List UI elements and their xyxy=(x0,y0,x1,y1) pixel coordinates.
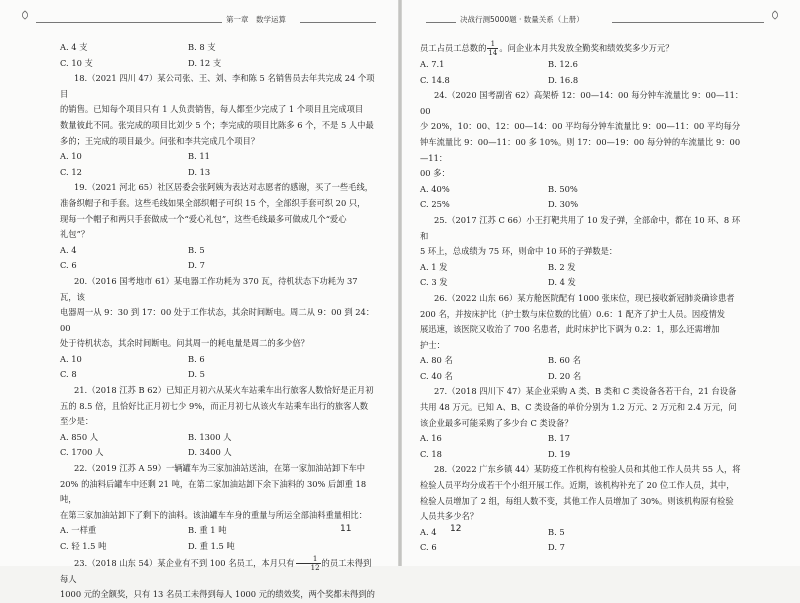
question-line: 多的；王完成的项目最少。问张和李共完成几个项目？ xyxy=(60,135,260,146)
text-run: 员工占员工总数的 xyxy=(420,43,487,53)
text-run: 23.（2018 山东 54）某企业有不到 100 名员工，本月只有 xyxy=(74,557,295,568)
option: D. 30% xyxy=(548,199,579,210)
q22-options xyxy=(60,523,375,554)
option: D. 19 xyxy=(548,448,571,459)
question-line: 20% 的油料后罐车中还剩 21 吨，在第二家加油站卸下余下油料的 30% 后卸重 18 吨， xyxy=(60,478,367,505)
option: D. 5 xyxy=(188,369,205,380)
q18-options xyxy=(60,149,375,180)
option: C. 40 名 xyxy=(420,370,453,381)
right-content xyxy=(420,40,748,556)
option: D. 16.8 xyxy=(548,74,579,85)
option: B. 6 xyxy=(188,353,205,364)
question-line: 共用 48 万元。已知 A、B、C 类设备的单价分别为 1.2 万元、2 万元和 2.4 万元，问 xyxy=(420,402,737,413)
option: C. 14.8 xyxy=(420,74,450,85)
q24-options xyxy=(420,182,748,213)
option: A. 4 支 xyxy=(60,42,88,52)
fraction-numerator: 1 xyxy=(487,40,498,49)
option: C. 6 xyxy=(420,542,437,553)
option: B. 8 支 xyxy=(188,42,216,52)
question-line: 的销售。已知每个项目只有 1 人负责销售，每人都至少完成了 1 个项目且完成项目 xyxy=(60,104,364,115)
fraction-denominator: 12 xyxy=(310,563,320,572)
question-line: 少 20%，10：00、12：00—14：00 平均每分钟车流量比 9：00—11：00 平均每分 xyxy=(420,121,741,132)
option: B. 2 发 xyxy=(548,261,576,272)
leaf-ornament-icon xyxy=(770,10,780,20)
fraction-numerator: 1 xyxy=(296,555,321,564)
q26-options xyxy=(420,353,748,384)
question-18 xyxy=(60,71,375,180)
option: B. 50% xyxy=(548,183,578,194)
question-line: 21.（2018 江苏 B 62）已知正月初六从某火车站乘车出行旅客人数恰好是正月初 xyxy=(74,385,374,396)
question-line: 电器周一从 9：30 到 17：00 处于工作状态，其余时间断电。周二从 9：00 到 24：00 xyxy=(60,307,375,333)
question-22 xyxy=(60,461,375,555)
option: C. 3 发 xyxy=(420,277,448,288)
question-19 xyxy=(60,180,375,274)
header-rule xyxy=(300,22,376,23)
question-23 xyxy=(60,555,375,603)
question-line: 19.（2021 河北 65）社区居委会张阿姨为表达对志愿者的感谢，买了一些毛线， xyxy=(74,182,374,193)
question-line xyxy=(60,555,375,588)
option: D. 7 xyxy=(188,260,205,271)
option: D. 3400 人 xyxy=(188,447,232,458)
q28-options xyxy=(420,525,748,556)
leaf-ornament-icon xyxy=(20,10,30,20)
page-header: 决战行测5000题 · 数量关系（上册） xyxy=(460,15,584,24)
question-21 xyxy=(60,383,375,461)
question-line: 18.（2021 四川 47）某公司张、王、刘、李和陈 5 名销售员去年共完成 24 个项目 xyxy=(60,73,375,99)
option: B. 12.6 xyxy=(548,59,578,69)
page-number: 12 xyxy=(450,524,462,534)
question-line: 现每一个帽子和两只手套做成一个“爱心礼包”，这些毛线最多可做成几个“爱心 xyxy=(60,213,347,224)
question-line: 检验人员增加了 2 组，每组人数不变，其他工作人员增加了 30%。则该机构原有检验 xyxy=(420,495,734,506)
fraction-denominator: 14 xyxy=(488,49,498,57)
page-number: 11 xyxy=(340,524,352,534)
question-line: 1000 元的全额奖，只有 13 名员工未得到每人 1000 元的绩效奖，两个奖都未得到的 xyxy=(60,589,375,600)
question-line: 处于待机状态，其余时间断电。问其周一的耗电量是周二的多少倍？ xyxy=(60,338,309,349)
option: D. 4 发 xyxy=(548,277,576,288)
q20-options xyxy=(60,352,375,383)
question-23-continued xyxy=(420,40,748,88)
option: C. 轻 1.5 吨 xyxy=(60,541,107,551)
option: B. 5 xyxy=(548,526,565,537)
left-content xyxy=(60,40,375,603)
option: A. 40% xyxy=(420,183,450,194)
question-line: 在第三家加油站卸下了剩下的油料。该油罐车车身的重量与所运全部油料重量相比： xyxy=(60,509,367,520)
option: A. 4 xyxy=(420,526,437,537)
text-run: 。问企业本月共发放全勤奖和绩效奖多少万元？ xyxy=(499,43,674,53)
option: A. 一样重 xyxy=(60,525,97,536)
option: D. 7 xyxy=(548,542,565,553)
option: C. 10 支 xyxy=(60,57,93,68)
question-24 xyxy=(420,88,748,213)
option: D. 重 1.5 吨 xyxy=(188,541,235,551)
option: A. 7.1 xyxy=(420,59,445,69)
option: A. 850 人 xyxy=(60,431,99,442)
option: A. 10 xyxy=(60,353,82,364)
option: A. 16 xyxy=(420,433,442,444)
question-28 xyxy=(420,462,748,556)
question-line: 26.（2022 山东 66）某方舱医院配有 1000 张床位，现已接收新冠肺炎确诊患者 xyxy=(434,292,735,303)
q21-options xyxy=(60,430,375,461)
fraction xyxy=(296,555,321,572)
question-26 xyxy=(420,291,748,385)
question-line: 20.（2016 国考地市 61）某电器工作功耗为 370 瓦，待机状态下功耗为 37 瓦，该 xyxy=(60,275,358,302)
text-run: 的员工未得到每人 xyxy=(60,557,372,584)
question-line: 00 多： xyxy=(420,168,450,179)
option: C. 18 xyxy=(420,448,442,459)
question-line: 22.（2019 江苏 A 59）一辆罐车为三家加油站送油，在第一家加油站卸下车中 xyxy=(74,463,366,474)
fraction xyxy=(487,40,498,57)
question-line xyxy=(420,40,748,57)
question-line: 5 环上，总成绩为 75 环，则命中 10 环的子弹数是： xyxy=(420,246,618,257)
page-header: 第一章 数学运算 xyxy=(226,15,286,24)
option: D. 12 支 xyxy=(188,57,222,68)
question-line: 人员共多少名？ xyxy=(420,511,479,522)
option: C. 6 xyxy=(60,260,77,271)
option: C. 12 xyxy=(60,166,82,177)
q23-options xyxy=(420,57,748,88)
option: A. 10 xyxy=(60,151,82,162)
question-line: 200 名，并按床护比（护士数与床位数的比值）0.6：1 配齐了护士人员。因疫情发 xyxy=(420,308,726,319)
question-line: 28.（2022 广东乡镇 44）某防疫工作机构有检验人员和其他工作人员共 55 人，将 xyxy=(434,464,741,475)
question-line: 该企业最多可能采购了多少台 C 类设备？ xyxy=(420,417,573,428)
left-page xyxy=(0,0,398,600)
option: D. 13 xyxy=(188,166,211,177)
q17-options xyxy=(60,40,375,71)
option: A. 80 名 xyxy=(420,355,453,366)
option: A. 4 xyxy=(60,244,77,255)
question-line: 24.（2020 国考副省 62）高架桥 12：00—14：00 每分钟车流量比 9：00—11：00 xyxy=(420,90,744,116)
option: A. 1 发 xyxy=(420,261,448,272)
header-rule xyxy=(426,22,456,23)
option: B. 11 xyxy=(188,151,210,162)
question-27 xyxy=(420,384,748,462)
question-line: 钟车流量比 9：00—11：00 多 10%。则 17：00—19：00 每分钟的车流量比 9：00—11： xyxy=(420,136,741,163)
question-line: 27.（2018 四川下 47）某企业采购 A 类、B 类和 C 类设备各若干台，21 台设备 xyxy=(434,386,737,397)
question-20 xyxy=(60,274,375,383)
question-line: 检验人员平均分成若干个小组开展工作。近期，该机构补充了 20 位工作人员，其中， xyxy=(420,480,735,491)
q27-options xyxy=(420,431,748,462)
option: C. 25% xyxy=(420,199,450,210)
question-line: 礼包”？ xyxy=(60,229,90,240)
q25-options xyxy=(420,260,748,291)
question-line: 展迅速，该医院又收治了 700 名患者，此时床护比下调为 0.2：1，那么还需增加 xyxy=(420,324,720,335)
question-line: 五的 8.5 倍，且恰好比正月初七少 9%，而正月初七从该火车站乘车出行的旅客人数 xyxy=(60,400,369,411)
question-25 xyxy=(420,213,748,291)
question-line: 护士： xyxy=(420,339,445,350)
option: B. 重 1 吨 xyxy=(188,525,227,536)
option: C. 8 xyxy=(60,369,77,380)
option: B. 1300 人 xyxy=(188,431,232,442)
option: B. 17 xyxy=(548,433,570,444)
question-line: 准备织帽子和手套。这些毛线如果全部织帽子可织 15 个，全部织手套可织 20 只， xyxy=(60,197,366,208)
question-line: 数量彼此不同。张完成的项目比刘少 5 个；李完成的项目比陈多 6 个，不是 5 人中最 xyxy=(60,119,374,130)
option: B. 60 名 xyxy=(548,355,581,366)
option: C. 1700 人 xyxy=(60,447,104,458)
option: D. 20 名 xyxy=(548,370,582,381)
header-rule xyxy=(36,22,222,23)
option: B. 5 xyxy=(188,244,205,255)
header-rule xyxy=(612,22,764,23)
right-page xyxy=(402,0,800,566)
question-line: 至少是： xyxy=(60,416,94,427)
q19-options xyxy=(60,243,375,274)
question-line: 25.（2017 江苏 C 66）小王打靶共用了 10 发子弹，全部命中，都在 10 环、8 环和 xyxy=(420,214,741,241)
